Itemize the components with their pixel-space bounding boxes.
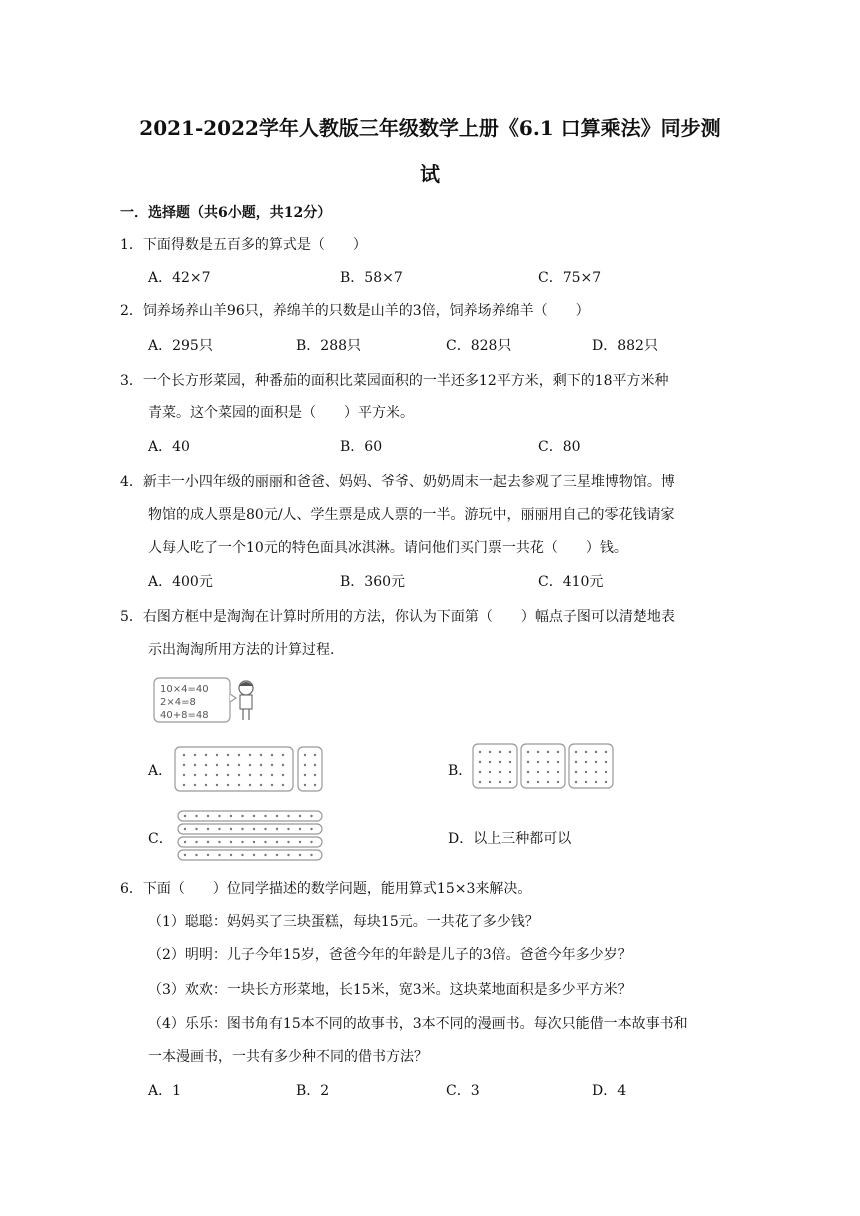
dot xyxy=(304,764,306,766)
q4-option-a: A．400元 xyxy=(148,574,213,590)
q4-stem-line3: 人每人吃了一个10元的特色面具冰淇淋。请问他们买门票一共花（ ）钱。 xyxy=(148,540,628,556)
dot xyxy=(282,784,284,786)
q4-stem-line1: 4．新丰一小四年级的丽丽和爸爸、妈妈、爷爷、奶奶周末一起去参观了三星堆博物馆。博 xyxy=(120,474,675,490)
dot xyxy=(184,815,186,817)
dot xyxy=(585,771,587,773)
dot xyxy=(479,771,481,773)
dot xyxy=(282,754,284,756)
dot xyxy=(479,761,481,763)
q1-stem: 1．下面得数是五百多的算式是（ ） xyxy=(120,237,367,253)
dot xyxy=(499,771,501,773)
dot xyxy=(195,841,197,843)
dot xyxy=(194,774,196,776)
q6-item-1: （1）聪聪：妈妈买了三块蛋糕，每块15元。一共花了多少钱？ xyxy=(148,914,539,930)
dot xyxy=(299,854,301,856)
dot xyxy=(575,781,577,783)
q6-item-4-line1: （4）乐乐：图书角有15本不同的故事书，3本不同的漫画书。每次只能借一本故事书和 xyxy=(148,1016,688,1032)
dot xyxy=(299,815,301,817)
dot xyxy=(299,828,301,830)
dot xyxy=(183,754,185,756)
dot xyxy=(271,784,273,786)
dot xyxy=(264,854,266,856)
q4-option-c: C．410元 xyxy=(538,574,604,590)
dot xyxy=(527,751,529,753)
dot xyxy=(310,828,312,830)
dot xyxy=(216,784,218,786)
dot xyxy=(547,751,549,753)
dot xyxy=(260,774,262,776)
dot xyxy=(227,784,229,786)
q5-option-a-label: A． xyxy=(148,763,173,779)
dot xyxy=(238,774,240,776)
document-title-line1: 2021-2022学年人教版三年级数学上册《6.1 口算乘法》同步测 xyxy=(139,116,721,140)
q6-item-2: （2）明明：儿子今年15岁，爸爸今年的年龄是儿子的3倍。爸爸今年多少岁？ xyxy=(148,947,632,963)
dot xyxy=(227,774,229,776)
dot xyxy=(253,854,255,856)
q3-option-b: B．60 xyxy=(340,439,383,455)
q6-option-d: D．4 xyxy=(592,1083,627,1099)
dot xyxy=(585,761,587,763)
dot xyxy=(282,774,284,776)
dot xyxy=(605,771,607,773)
q5-option-c-label: C． xyxy=(148,831,173,847)
dot xyxy=(595,771,597,773)
dot xyxy=(205,784,207,786)
dot xyxy=(314,784,316,786)
dot xyxy=(184,828,186,830)
dot xyxy=(537,771,539,773)
dot xyxy=(509,781,511,783)
dot xyxy=(253,841,255,843)
dot xyxy=(287,841,289,843)
dot xyxy=(253,828,255,830)
dot xyxy=(195,828,197,830)
dot xyxy=(249,764,251,766)
q6-option-c: C．3 xyxy=(446,1083,480,1099)
q5-method-figure xyxy=(150,676,260,726)
dot xyxy=(207,815,209,817)
q6-item-4-line2: 一本漫画书，一共有多少种不同的借书方法？ xyxy=(148,1049,428,1065)
q1-option-b: B．58×7 xyxy=(340,270,403,286)
dot xyxy=(547,761,549,763)
q1-option-c: C．75×7 xyxy=(538,270,602,286)
dot xyxy=(207,828,209,830)
dot xyxy=(314,764,316,766)
q1-option-a: A．42×7 xyxy=(148,270,211,286)
dot xyxy=(557,751,559,753)
document-title-line2: 试 xyxy=(420,162,440,186)
q4-option-b: B．360元 xyxy=(340,574,406,590)
dot xyxy=(276,854,278,856)
dot xyxy=(276,815,278,817)
q2-option-a: A．295只 xyxy=(148,338,213,354)
dot xyxy=(205,764,207,766)
dot xyxy=(527,761,529,763)
dot xyxy=(509,761,511,763)
q5-stem-line2: 示出淘淘所用方法的计算过程. xyxy=(148,642,335,658)
dot xyxy=(489,771,491,773)
dot xyxy=(537,761,539,763)
q4-stem-line2: 物馆的成人票是80元/人、学生票是成人票的一半。游玩中，丽丽用自己的零花钱请家 xyxy=(148,507,675,523)
dot xyxy=(183,764,185,766)
dot xyxy=(241,841,243,843)
dot xyxy=(230,828,232,830)
dot xyxy=(509,751,511,753)
dot xyxy=(195,815,197,817)
dot xyxy=(184,841,186,843)
dot xyxy=(271,754,273,756)
dot xyxy=(227,754,229,756)
dot xyxy=(241,828,243,830)
dot xyxy=(310,854,312,856)
bubble-line-3: 40+8=48 xyxy=(160,710,209,721)
dot xyxy=(227,764,229,766)
dot xyxy=(527,771,529,773)
dot xyxy=(249,754,251,756)
q5-option-b-label: B． xyxy=(448,763,473,779)
dot xyxy=(595,781,597,783)
dot xyxy=(527,781,529,783)
dot xyxy=(238,754,240,756)
dot xyxy=(216,774,218,776)
q6-option-b: B．2 xyxy=(296,1083,330,1099)
dot xyxy=(605,781,607,783)
dot xyxy=(230,854,232,856)
q3-option-a: A．40 xyxy=(148,439,190,455)
dot xyxy=(314,754,316,756)
dot xyxy=(479,751,481,753)
dot xyxy=(218,828,220,830)
dot xyxy=(194,764,196,766)
dot xyxy=(547,781,549,783)
dot xyxy=(479,781,481,783)
dot xyxy=(238,784,240,786)
dot xyxy=(299,841,301,843)
dot xyxy=(194,754,196,756)
child-figure-icon xyxy=(239,681,253,720)
dot xyxy=(205,774,207,776)
dot xyxy=(585,751,587,753)
q5-option-d: D．以上三种都可以 xyxy=(448,831,572,847)
dot xyxy=(310,841,312,843)
dot xyxy=(304,774,306,776)
section-heading: 一．选择题（共6小题，共12分） xyxy=(120,205,332,221)
dot xyxy=(575,751,577,753)
dot xyxy=(183,784,185,786)
dot xyxy=(314,774,316,776)
dot xyxy=(260,754,262,756)
q3-option-c: C．80 xyxy=(538,439,581,455)
dot xyxy=(207,854,209,856)
dot xyxy=(499,751,501,753)
dot xyxy=(287,854,289,856)
dot xyxy=(557,761,559,763)
dot xyxy=(238,764,240,766)
dot xyxy=(489,781,491,783)
dot xyxy=(241,854,243,856)
dot xyxy=(218,815,220,817)
dot xyxy=(264,828,266,830)
dot xyxy=(249,774,251,776)
q6-item-3: （3）欢欢：一块长方形菜地，长15米，宽3米。这块菜地面积是多少平方米？ xyxy=(148,982,632,998)
q5-stem-line1: 5．右图方框中是淘淘在计算时所用的方法，你认为下面第（ ）幅点子图可以清楚地表 xyxy=(120,609,675,625)
dot xyxy=(537,781,539,783)
dot xyxy=(207,841,209,843)
dot xyxy=(218,854,220,856)
dot xyxy=(195,854,197,856)
dot xyxy=(499,761,501,763)
q2-option-b: B．288只 xyxy=(296,338,362,354)
dot xyxy=(304,754,306,756)
dot xyxy=(241,815,243,817)
dot xyxy=(184,854,186,856)
q5-option-b-dot-diagram xyxy=(472,742,616,790)
dot xyxy=(585,781,587,783)
q3-stem-line2: 青菜。这个菜园的面积是（ ）平方米。 xyxy=(148,405,414,421)
dot xyxy=(489,751,491,753)
dot xyxy=(264,841,266,843)
dot xyxy=(230,815,232,817)
dot xyxy=(216,754,218,756)
dot xyxy=(537,751,539,753)
dot xyxy=(194,784,196,786)
dot xyxy=(605,751,607,753)
dot xyxy=(216,764,218,766)
dot xyxy=(595,761,597,763)
dot xyxy=(253,815,255,817)
dot xyxy=(230,841,232,843)
dot xyxy=(218,841,220,843)
dot xyxy=(249,784,251,786)
dot xyxy=(557,781,559,783)
bubble-line-2: 2×4=8 xyxy=(160,697,196,708)
dot xyxy=(605,761,607,763)
dot xyxy=(547,771,549,773)
dot xyxy=(260,784,262,786)
dot-group-large xyxy=(175,747,293,791)
q3-stem-line1: 3．一个长方形菜园，种番茄的面积比菜园面积的一半还多12平方米，剩下的18平方米种 xyxy=(120,373,669,389)
dot xyxy=(304,784,306,786)
q2-option-c: C．828只 xyxy=(446,338,512,354)
dot xyxy=(271,764,273,766)
q6-option-a: A．1 xyxy=(148,1083,182,1099)
q5-option-c-dot-diagram xyxy=(176,810,324,862)
dot xyxy=(499,781,501,783)
q2-stem: 2．饲养场养山羊96只，养绵羊的只数是山羊的3倍，饲养场养绵羊（ ） xyxy=(120,303,590,319)
dot-group-small xyxy=(298,747,322,791)
dot xyxy=(287,815,289,817)
bubble-line-1: 10×4=40 xyxy=(160,684,209,695)
dot xyxy=(575,771,577,773)
dot xyxy=(595,751,597,753)
dot xyxy=(276,841,278,843)
dot xyxy=(276,828,278,830)
q2-option-d: D．882只 xyxy=(592,338,658,354)
dot xyxy=(557,771,559,773)
dot xyxy=(264,815,266,817)
dot xyxy=(183,774,185,776)
dot xyxy=(282,764,284,766)
q5-option-a-dot-diagram xyxy=(174,745,326,793)
dot xyxy=(489,761,491,763)
dot xyxy=(287,828,289,830)
dot xyxy=(310,815,312,817)
dot xyxy=(575,761,577,763)
dot xyxy=(205,754,207,756)
dot xyxy=(271,774,273,776)
q6-stem: 6．下面（ ）位同学描述的数学问题，能用算式15×3来解决。 xyxy=(120,881,532,897)
dot xyxy=(509,771,511,773)
dot xyxy=(260,764,262,766)
